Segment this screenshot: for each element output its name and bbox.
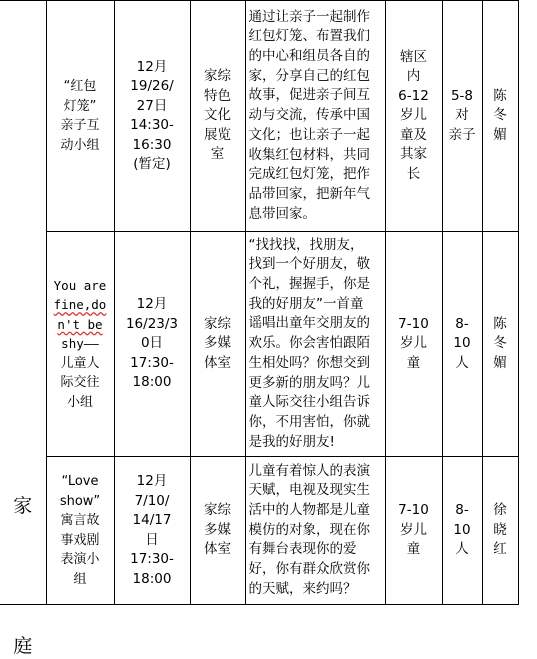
target-cell: [385, 232, 442, 457]
group-name-cell: [46, 232, 114, 457]
table-row: [0, 232, 518, 457]
cell-line: 岁儿: [400, 107, 427, 124]
table-row: [0, 1, 518, 232]
cell-line: 7-10: [398, 315, 429, 332]
time-cell: [114, 232, 190, 457]
cell-line: 18:00: [132, 570, 172, 587]
time-cell: [114, 1, 190, 232]
cell-line: 媚: [493, 126, 507, 143]
cell-line: 家综: [204, 502, 231, 519]
count-cell: [442, 457, 482, 605]
cell-line: 多媒: [204, 521, 231, 538]
cell-line: 室: [210, 146, 225, 163]
table-row: [0, 457, 518, 605]
description-cell: [245, 457, 385, 605]
cell-line: 亲子互: [60, 118, 100, 133]
cell-line: 体室: [204, 354, 231, 371]
cell-line: 冬: [493, 335, 507, 352]
cell-line: 家，分享自己的红包: [248, 67, 370, 84]
cell-line: 特色: [204, 87, 231, 104]
cell-line: “红包: [63, 79, 97, 94]
cell-line: show”: [59, 493, 101, 509]
category-char: 家: [13, 494, 33, 517]
cell-line: 寓言故: [60, 513, 100, 528]
cell-line: 欢乐。你会害怕跟陌: [248, 335, 370, 352]
cell-line: 18:00: [132, 374, 172, 391]
cell-line: 多媒: [204, 335, 231, 352]
cell-line: 人: [455, 541, 469, 558]
cell-line: 媚: [493, 354, 507, 371]
cell-line: 徐: [493, 502, 507, 519]
group-name-cell: [46, 457, 114, 605]
cell-line: 5-8: [450, 87, 474, 104]
cell-line: 生相处吗？你想交到: [248, 354, 370, 371]
cell-line: shy——: [61, 336, 99, 352]
cell-line: 好，你有群众欣赏你: [248, 561, 370, 578]
cell-line: 事戏剧: [60, 532, 100, 548]
cell-line: 际交往: [60, 375, 100, 391]
cell-line: 12月: [136, 296, 168, 313]
place-cell: [190, 232, 245, 457]
cell-line: You are: [53, 277, 107, 293]
cell-line: 文化: [204, 107, 231, 124]
target-cell: [385, 457, 442, 605]
cell-line: 27日: [136, 97, 168, 114]
group-name-cell: [46, 1, 114, 232]
cell-line: 日: [145, 531, 159, 548]
cell-line: 岁儿: [400, 521, 427, 538]
cell-line: 是我的好朋友!: [248, 433, 335, 450]
cell-line: 的天赋，来约吗？: [248, 580, 357, 597]
place-cell: [190, 457, 245, 605]
cell-line: 16:30: [132, 136, 172, 153]
cell-line: 冬: [493, 107, 507, 124]
cell-line: 的中心和组员各自的: [248, 48, 370, 65]
cell-line: 我的好朋友”一首童: [248, 295, 364, 312]
cell-line: (暂定): [133, 156, 171, 172]
cell-line: 体室: [204, 541, 231, 558]
cell-line: 10: [453, 521, 471, 538]
cell-line: 陈: [493, 87, 507, 104]
cell-line: 8-: [455, 315, 469, 332]
cell-line: 内: [406, 68, 421, 85]
cell-line: 亲子: [448, 126, 476, 143]
cell-line: 童: [406, 541, 421, 558]
staff-cell: [482, 457, 518, 605]
time-cell: [114, 457, 190, 605]
cell-line: fine,do: [53, 297, 107, 313]
cell-line: 有舞台表现你的爱: [248, 541, 357, 558]
cell-line: 童人际交往小组告诉: [248, 394, 370, 411]
cell-line: 天赋，电视及现实生: [248, 482, 370, 499]
cell-line: 表演小: [60, 552, 100, 567]
cell-line: 找到一个好朋友，敬: [248, 256, 370, 273]
cell-line: 家综: [204, 315, 231, 332]
cell-line: 红包灯笼、布置我们: [248, 28, 370, 45]
cell-line: 对: [455, 107, 469, 124]
cell-line: 更多新的朋友吗？儿: [248, 374, 370, 391]
category-cell: [0, 1, 46, 657]
cell-line: 谣唱出童年交朋友的: [248, 315, 370, 332]
count-cell: [442, 232, 482, 457]
cell-line: 14:30-: [130, 117, 174, 133]
cell-line: 14/17: [132, 512, 172, 528]
category-char: 庭: [13, 634, 33, 657]
cell-line: 辖区: [400, 48, 427, 65]
cell-line: 家综: [204, 68, 231, 85]
cell-line: 童及: [400, 126, 427, 143]
cell-line: 收集红包材料，共同: [248, 146, 370, 163]
cell-line: 12月: [136, 473, 168, 489]
cell-line: 19/26/: [130, 78, 174, 94]
cell-line: n't be: [57, 316, 103, 332]
staff-cell: [482, 232, 518, 457]
cell-line: 长: [406, 165, 421, 182]
cell-line: 儿童有着惊人的表演: [248, 462, 370, 479]
cell-line: 活中的人物都是儿童: [248, 501, 370, 518]
cell-line: 0日: [140, 335, 164, 352]
cell-line: 7/10/: [134, 492, 170, 509]
cell-line: 动与交流，传承中国: [248, 107, 370, 124]
description-cell: [245, 232, 385, 457]
cell-line: 童: [406, 354, 421, 371]
cell-line: 儿童人: [60, 355, 100, 371]
cell-line: 其家: [400, 146, 427, 163]
cell-line: 6-12: [398, 87, 429, 104]
cell-line: 模仿的对象，现在你: [248, 521, 370, 538]
cell-line: 组: [73, 571, 87, 587]
cell-line: 16/23/3: [125, 315, 179, 332]
cell-line: 展览: [204, 126, 231, 143]
cell-line: 红: [493, 541, 507, 558]
cell-line: 灯笼”: [63, 98, 97, 114]
target-cell: [385, 1, 442, 232]
cell-line: 品带回家，把新年气: [248, 185, 370, 202]
cell-line: 通过让亲子一起制作: [248, 8, 370, 25]
cell-line: 小组: [66, 394, 93, 410]
cell-line: 8-: [455, 502, 469, 519]
count-cell: [442, 1, 482, 232]
cell-line: “Love: [61, 474, 99, 489]
cell-line: 10: [453, 335, 471, 352]
cell-line: 你，不用害怕，你就: [248, 413, 370, 430]
cell-line: 岁儿: [400, 335, 427, 352]
cell-line: 个礼，握握手，你是: [248, 276, 370, 293]
cell-line: 文化；也让亲子一起: [248, 126, 370, 143]
cell-line: 息带回家。: [248, 205, 316, 222]
cell-line: 晓: [493, 521, 507, 538]
description-cell: [245, 1, 385, 232]
cell-line: 17:30-: [130, 551, 174, 567]
staff-cell: [482, 1, 518, 232]
cell-line: 12月: [136, 58, 168, 75]
cell-line: 陈: [493, 315, 507, 332]
cell-line: 7-10: [398, 502, 429, 519]
cell-line: 17:30-: [130, 354, 174, 371]
cell-line: 动小组: [60, 137, 100, 153]
cell-line: 完成红包灯笼，把作: [248, 166, 370, 183]
cell-line: 人: [455, 354, 469, 371]
cell-line: “找找找，找朋友，: [248, 236, 364, 253]
cell-line: 故事，促进亲子间互: [248, 87, 370, 104]
place-cell: [190, 1, 245, 232]
